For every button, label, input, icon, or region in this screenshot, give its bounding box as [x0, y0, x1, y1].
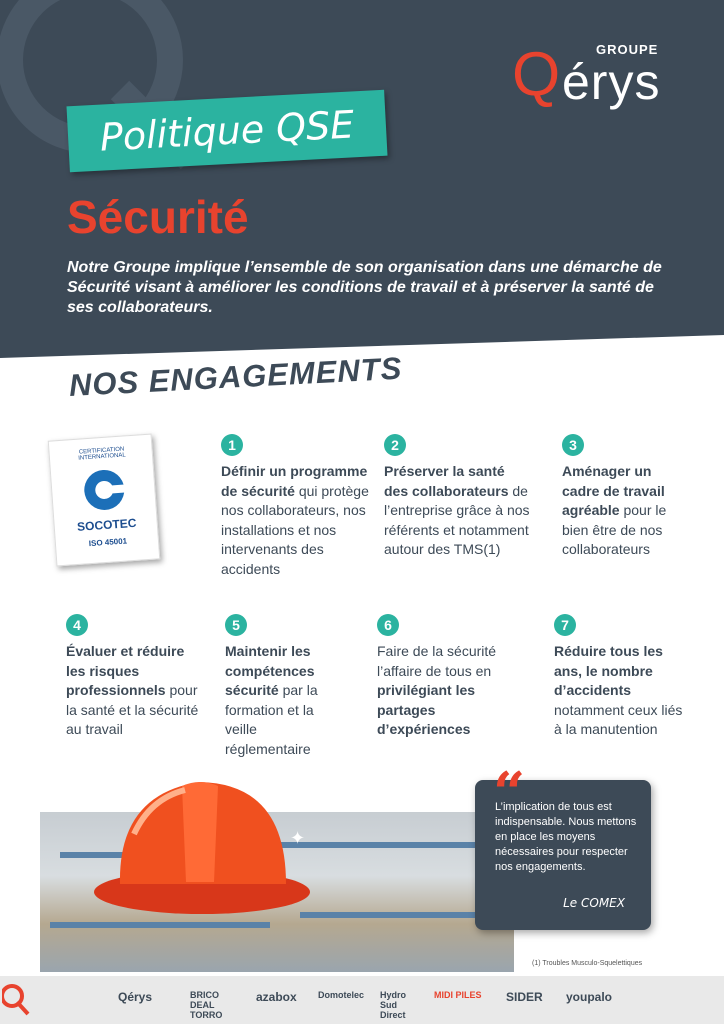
brand-midipiles: MIDI PILES: [434, 990, 482, 1000]
engagement-text: par la formation et la veille réglementaire: [225, 682, 318, 757]
brand-bricodeal: BRICO DEAL TORRO: [190, 990, 223, 1020]
svg-text:✦: ✦: [290, 828, 306, 848]
engagement-bold: Aménager un cadre de travail agréable: [562, 463, 665, 518]
engagement-5: [225, 614, 337, 759]
engagement-7: [554, 614, 694, 740]
logo-q: Q: [512, 40, 561, 109]
quote-text: L’implication de tous est indispensable. Nous mettons en place les moyens nécessaires pour respecter nos engagements.: [495, 801, 637, 873]
logo-wordmark: érys: [562, 54, 661, 110]
engagement-text: notamment ceux liés à la manutention: [554, 701, 683, 737]
badge-certification: CERTIFICATION INTERNATIONAL: [78, 446, 126, 462]
quote-marks-icon: “: [493, 760, 526, 826]
engagement-bold: Évaluer et réduire les risques professionnels: [66, 643, 185, 698]
engagement-bold: Définir un programme de sécurité: [221, 463, 368, 499]
engagement-6: [377, 614, 517, 740]
engagement-number: 4: [66, 614, 88, 636]
engagement-bold: Maintenir les compétences sécurité: [225, 643, 315, 698]
engagement-number: 3: [562, 434, 584, 456]
engagement-3: [562, 434, 688, 560]
page-title: Sécurité: [67, 191, 249, 243]
engagement-bold: privilégiant les partages d’expériences: [377, 682, 476, 737]
footer-q-icon: [2, 982, 32, 1018]
intro-text: Notre Groupe implique l’ensemble de son organisation dans une démarche de Sécurité visant à améliorer les conditions de travail et à préserver la santé de ses collaborateurs.: [67, 259, 662, 316]
qerys-logo: [512, 40, 698, 110]
brand-hydrosud: Hydro Sud Direct: [380, 990, 407, 1020]
brand-youpalo: youpalo: [566, 990, 613, 1004]
engagement-number: 1: [221, 434, 243, 456]
engagement-bold: Réduire tous les ans, le nombre d’accidents: [554, 643, 663, 698]
brand-qerys: Qérys: [118, 990, 153, 1004]
engagement-number: 2: [384, 434, 406, 456]
socotec-badge: [48, 434, 161, 567]
engagement-text: pour la santé et la sécurité au travail: [66, 682, 199, 737]
brand-azabox: azabox: [256, 990, 297, 1004]
engagement-1: [221, 434, 371, 579]
engagement-number: 7: [554, 614, 576, 636]
engagement-text: pour le bien être de nos collaborateurs: [562, 502, 667, 557]
engagement-4: [66, 614, 206, 740]
hard-hat-icon: [90, 754, 320, 924]
badge-name: SOCOTEC: [76, 515, 137, 534]
engagement-number: 5: [225, 614, 247, 636]
engagement-2: [384, 434, 532, 560]
engagement-number: 6: [377, 614, 399, 636]
comex-quote-box: [475, 760, 651, 930]
engagement-bold: Préserver la santé des collaborateurs: [384, 463, 509, 499]
footnote: (1) Troubles Musculo-Squelettiques: [532, 960, 643, 967]
engagements-title: NOS ENGAGEMENTS: [68, 350, 404, 404]
badge-iso: ISO 45001: [88, 536, 128, 549]
qse-banner-text: Politique QSE: [98, 102, 356, 160]
brand-footer: [0, 976, 724, 1024]
socotec-logo-icon: [72, 454, 136, 518]
engagement-text: de l’entreprise grâce à nos référents et notamment autour des TMS(1): [384, 482, 530, 557]
brand-domotelec: Domotelec: [318, 990, 365, 1000]
brand-sider: SIDER: [506, 990, 543, 1004]
logo-groupe: GROUPE: [596, 42, 659, 57]
quote-signature: Le COMEX: [563, 896, 625, 910]
engagement-text-pre: Faire de la sécurité l’affaire de tous en: [377, 643, 497, 679]
engagement-text: qui protège nos collaborateurs, nos installations et nos intervenants des accidents: [221, 482, 369, 577]
